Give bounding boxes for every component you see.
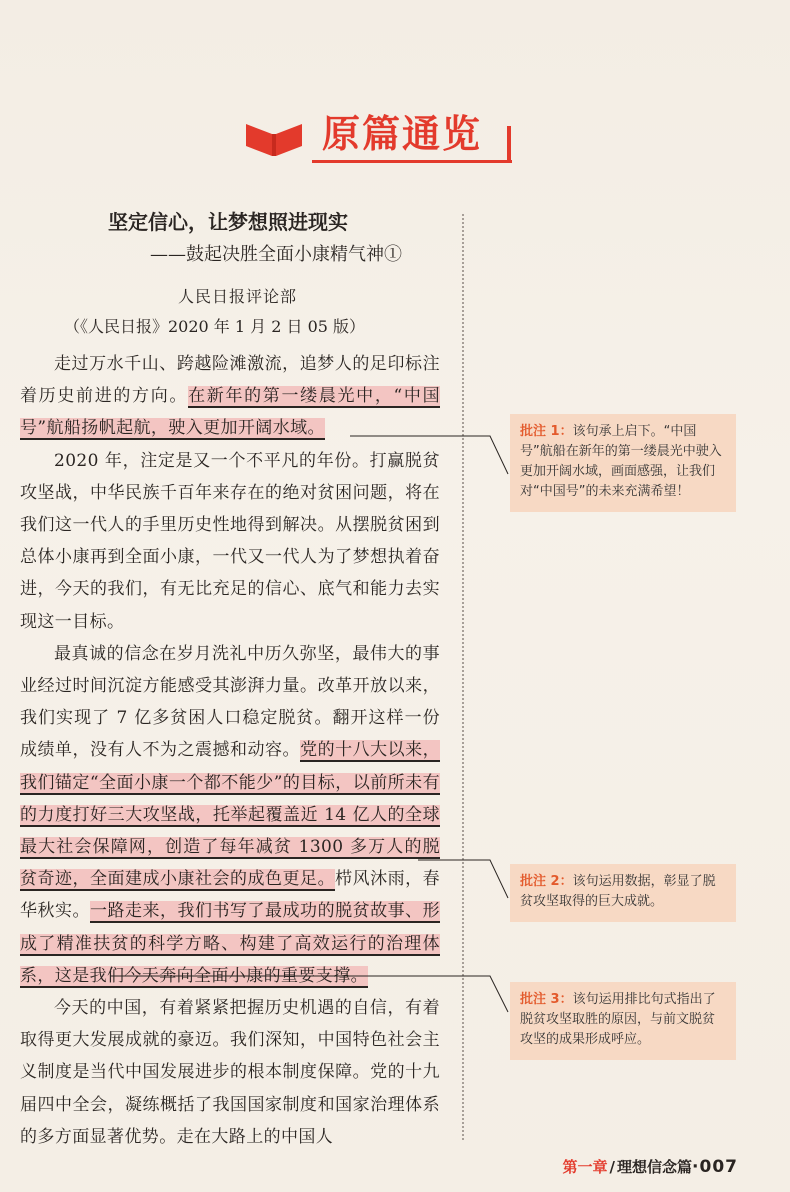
paragraph-1 (20, 348, 440, 445)
column-divider (462, 214, 464, 1140)
paragraph-3-text-a: 最真诚的信念在岁月洗礼中历久弥坚，最伟大的事业经过时间沉淀方能感受其澎湃力量。改革开放以来，我们实现了 7 亿多贫困人口稳定脱贫。翻开这样一份成绩单，没有人不为之震撼和动容。 (20, 643, 440, 761)
annotation-2 (510, 864, 736, 922)
annotation-1-label: 批注 1： (520, 424, 573, 439)
section-header (246, 112, 511, 164)
paragraph-3-text-b: 栉风沐雨，春华秋实。 (20, 869, 440, 922)
open-book-icon (246, 120, 302, 156)
highlight-1: 在新年的第一缕晨光中，“中国号”航船扬帆起航，驶入更加开阔水域。 (20, 386, 440, 439)
annotation-3 (510, 982, 736, 1060)
annotation-2-text: 该句运用数据，彰显了脱贫攻坚取得的巨大成就。 (520, 874, 716, 909)
annotation-1-text: 该句承上启下。“中国号”航船在新年的第一缕晨光中驶入更加开阔水域，画面感强，让我们对“中国号”的未来充满希望！ (520, 424, 722, 499)
highlight-2: 党的十八大以来，我们锚定“全面小康一个都不能少”的目标，以前所未有的力度打好三大攻坚战，托举起覆盖近 14 亿人的全球最大社会保障网，创造了每年减贫 1300 多万人的脱贫奇迹，全面建成小康社会的成色更足。 (20, 740, 440, 890)
footer-chapter: 第一章 (562, 1158, 608, 1176)
article-source: （《人民日报》2020 年 1 月 2 日 05 版） (64, 317, 366, 336)
page-number: ·007 (692, 1157, 738, 1177)
annotation-3-text: 该句运用排比句式指出了脱贫攻坚取胜的原因，与前文脱贫攻坚的成果形成呼应。 (520, 992, 716, 1047)
article-subtitle: ——鼓起决胜全面小康精气神① (150, 244, 402, 265)
annotation-2-label: 批注 2： (520, 874, 573, 889)
footer-section: 理想信念篇 (617, 1158, 693, 1176)
article-author: 人民日报评论部 (178, 287, 298, 306)
paragraph-1-text: 走过万水千山、跨越险滩激流，追梦人的足印标注着历史前进的方向。 (20, 354, 440, 407)
section-title: 原篇通览 (322, 112, 483, 156)
paragraph-4: 今天的中国，有着紧紧把握历史机遇的自信，有着取得更大发展成就的豪迈。我们深知，中国特色社会主义制度是当代中国发展进步的根本制度保障。党的十九届四中全会，凝练概括了我国国家制度和国家治理体系的多方面显著优势。走在大路上的中国人 (20, 998, 440, 1147)
article-body (20, 348, 440, 1153)
footer-separator: / (609, 1158, 616, 1176)
header-underline (312, 160, 512, 163)
header-side-bar (507, 126, 511, 163)
page-footer (563, 1156, 738, 1177)
annotation-3-label: 批注 3： (520, 992, 573, 1007)
article-title: 坚定信心，让梦想照进现实 (108, 210, 348, 234)
paragraph-2: 2020 年，注定是又一个不平凡的年份。打赢脱贫攻坚战，中华民族千百年来存在的绝对贫困问题，将在我们这一代人的手里历史性地得到解决。从摆脱贫困到总体小康再到全面小康，一代又一代人为了梦想执着奋进，今天的我们，有无比充足的信心、底气和能力去实现这一目标。 (20, 450, 440, 632)
annotation-1 (510, 414, 736, 512)
highlight-3: 一路走来，我们书写了最成功的脱贫故事、形成了精准扶贫的科学方略、构建了高效运行的治理体系，这是我们今天奔向全面小康的重要支撑。 (20, 901, 440, 986)
paragraph-3 (20, 638, 440, 992)
